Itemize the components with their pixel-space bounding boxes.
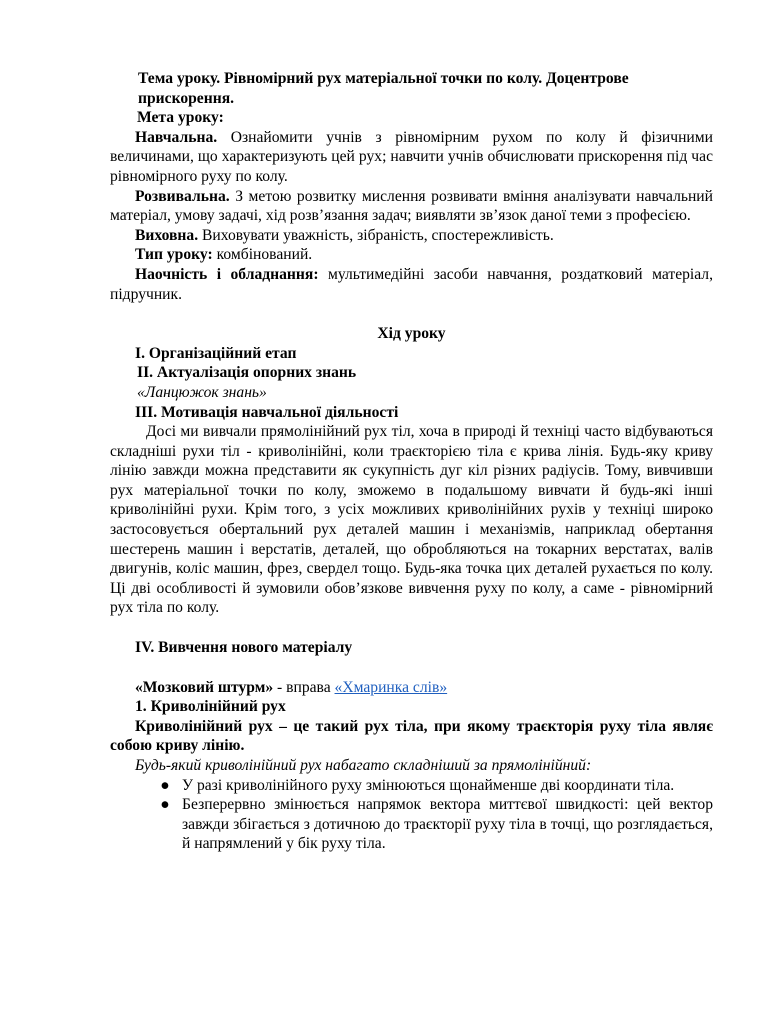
- upbringing-label: Виховна.: [135, 226, 199, 244]
- stage-4-heading: IV. Вивчення нового матеріалу: [135, 639, 353, 657]
- curvilinear-note: Будь-який криволінійний рух набагато складніший за прямолінійний:: [135, 757, 592, 774]
- brainstorm-line: [110, 678, 713, 698]
- equipment: [110, 265, 713, 304]
- educational-goal: [110, 128, 713, 187]
- spacer: [110, 304, 713, 324]
- word-cloud-link[interactable]: «Хмаринка слів»: [334, 678, 448, 696]
- lesson-type: [110, 245, 713, 265]
- stage-2-activity: «Ланцюжок знань»: [137, 383, 267, 401]
- equipment-text: мультимедійні засоби навчання, роздатковий матеріал, підручник.: [110, 265, 713, 303]
- list-item-text: Безперервно змінюється напрямок вектора миттєвої швидкості: цей вектор завжди збігається з дотичною до траєкторії руху тіла в точці, що розглядається, й напрямлений у бік руху тіла.: [182, 796, 713, 853]
- course-heading: Хід уроку: [377, 325, 446, 343]
- developmental-text: З метою розвитку мислення розвивати вміння аналізувати навчальний матеріал, умову задачі, хід розв’язання задач; виявляти зв’язок даної теми з професією.: [110, 187, 713, 225]
- spacer: [110, 658, 713, 678]
- document-body: [110, 69, 713, 854]
- educational-label: Навчальна.: [135, 128, 218, 146]
- bullet-icon: ●: [160, 796, 170, 814]
- features-list: [110, 776, 713, 854]
- brainstorm-middle: вправа: [286, 678, 335, 696]
- list-item-text: У разі криволінійного руху змінюються щонайменше дві координати тіла.: [182, 776, 675, 794]
- stage-2-heading: II. Актуалізація опорних знань: [137, 364, 357, 382]
- lesson-topic: [110, 69, 713, 108]
- spacer: [110, 618, 713, 638]
- list-item: [110, 795, 713, 854]
- motivation-paragraph: Досі ми вивчали прямолінійний рух тіл, хоча в природі й техніці часто відбуваються складніші рухи тіл - криволінійні, коли траєкторією тіла є крива лінія. Будь-яку криву лінію завжди можна представити як сукупність дуг кіл різних радіусів. Тому, вивчивши рух матеріальної точки по колу, зможемо в подальшому вивчати й будь-які інші криволінійні рухи. Крім того, з усіх можливих криволінійних рухів у техніці широко застосовується обертальний рух деталей машин і механізмів, наприклад обертання шестерень машин і верстатів, деталей, що обробляються на токарних верстатах, валів двигунів, коліс машин, фрез, свердел тощо. Будь-яка точка цих деталей рухається по колу. Ці дві особливості й зумовили обов’язкове вивчення руху по колу, а саме - рівномірний рух тіла по колу.: [110, 423, 713, 617]
- upbringing-text: Виховувати уважність, зібраність, спостережливість.: [202, 226, 554, 244]
- topic-text: Рівномірний рух матеріальної точки по колу. Доцентрове прискорення.: [138, 70, 629, 107]
- lesson-type-text: комбінований.: [216, 246, 313, 264]
- equipment-label: Наочність і обладнання:: [135, 265, 319, 283]
- lesson-type-label: Тип уроку:: [135, 246, 213, 264]
- curvilinear-definition: Криволінійний рух – це такий рух тіла, при якому траєкторія руху тіла являє собою криву лінію.: [110, 717, 713, 755]
- stage-3-heading: III. Мотивація навчальної діяльності: [135, 403, 399, 421]
- brainstorm-dash: -: [273, 678, 287, 696]
- goal-heading: Мета уроку:: [137, 109, 224, 127]
- upbringing-goal: [110, 226, 713, 246]
- stage-1-heading: I. Організаційний етап: [135, 344, 297, 362]
- list-item: [110, 776, 713, 796]
- educational-text: Ознайомити учнів з рівномірним рухом по колу й фізичними величинами, що характеризують цей рух; навчити учнів обчислювати прискорення під час рівномірного руху по колу.: [110, 128, 713, 185]
- developmental-label: Розвивальна.: [135, 187, 230, 205]
- brainstorm-label: «Мозковий штурм»: [135, 678, 274, 696]
- bullet-icon: ●: [160, 776, 170, 794]
- topic-label: Тема уроку.: [138, 70, 221, 87]
- developmental-goal: [110, 187, 713, 226]
- section-1-heading: 1. Криволінійний рух: [135, 698, 286, 716]
